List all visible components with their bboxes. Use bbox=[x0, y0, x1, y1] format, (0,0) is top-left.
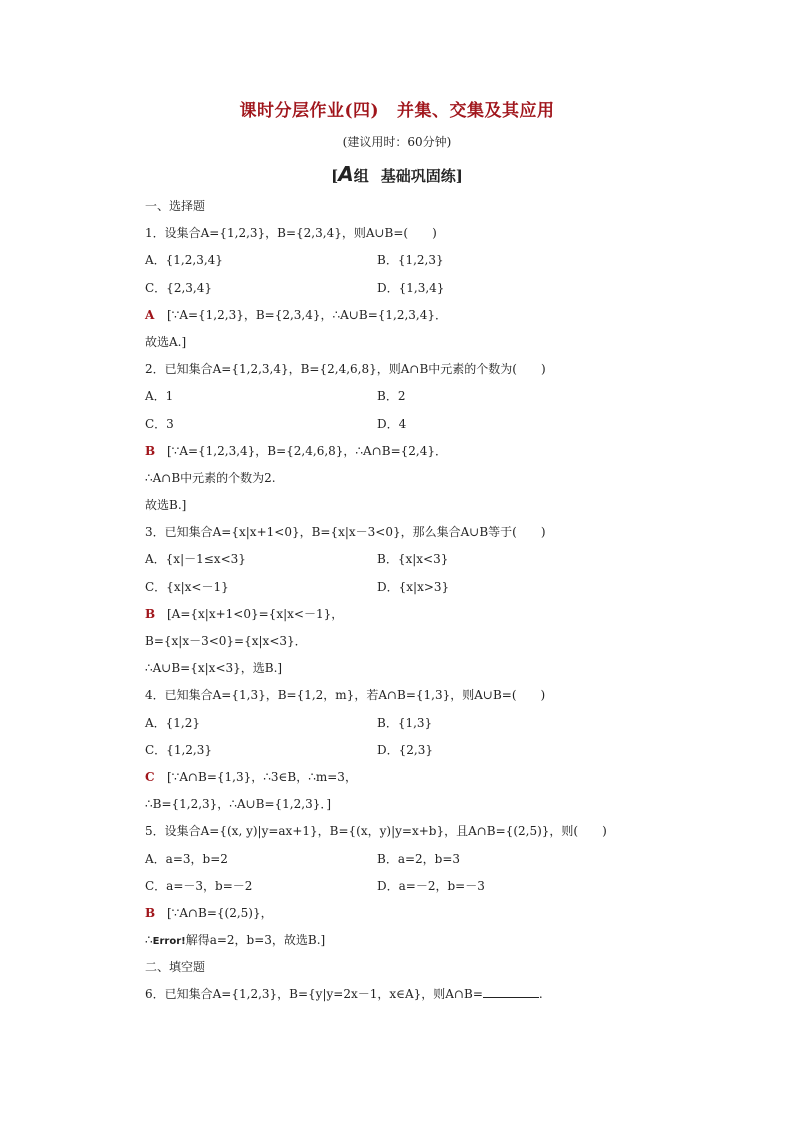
answer-letter: B bbox=[145, 443, 156, 458]
question-end: . bbox=[538, 987, 543, 1002]
group-name: 基础巩固练 bbox=[380, 167, 456, 185]
answer-text: [∵A={1,2,3}，B={2,3,4}，∴A∪B={1,2,3,4}． bbox=[167, 307, 447, 322]
option-left: A．1 bbox=[145, 389, 174, 404]
title-left: 课时分层作业(四) bbox=[239, 101, 380, 121]
line-text: 一、选择题 bbox=[145, 199, 206, 213]
therefore-symbol: ∴ bbox=[145, 933, 153, 948]
answer-text: [∵A={1,2,3,4}，B={2,4,6,8}，∴A∩B={2,4}． bbox=[167, 443, 447, 458]
line-text: 3．已知集合A={x|x+1<0}，B={x|x－3<0}，那么集合A∪B等于( ) bbox=[145, 525, 546, 540]
option-left: C．{2,3,4} bbox=[145, 280, 212, 295]
line-text: ∴A∪B={x|x<3}，选B.] bbox=[145, 661, 283, 676]
text-line bbox=[145, 193, 685, 220]
page-title bbox=[0, 96, 794, 121]
line-text: 4．已知集合A={1,3}，B={1,2，m}，若A∩B={1,3}，则A∪B=( ) bbox=[145, 688, 546, 703]
options-row bbox=[145, 710, 685, 737]
time-hint: (建议用时：60分钟) bbox=[342, 135, 452, 149]
option-left: C．a=－3，b=－2 bbox=[145, 878, 253, 893]
text-line bbox=[145, 220, 685, 247]
text-line bbox=[145, 682, 685, 709]
option-right: D．{2,3} bbox=[377, 742, 433, 757]
options-row bbox=[145, 737, 685, 764]
options-row bbox=[145, 546, 685, 573]
option-right: B．{x|x<3} bbox=[377, 552, 449, 567]
text-line bbox=[145, 492, 685, 519]
answer-line bbox=[145, 900, 685, 927]
options-row bbox=[145, 846, 685, 873]
text-line bbox=[145, 655, 685, 682]
option-left: C．{x|x<－1} bbox=[145, 579, 229, 594]
text-line bbox=[145, 329, 685, 356]
question-text: 6．已知集合A={1,2,3}，B={y|y=2x－1，x∈A}，则A∩B= bbox=[145, 987, 483, 1002]
line-text: ∴A∩B中元素的个数为2. bbox=[145, 470, 276, 485]
options-row bbox=[145, 411, 685, 438]
answer-line bbox=[145, 302, 685, 329]
bracket-left: [ bbox=[331, 167, 339, 185]
group-heading bbox=[0, 162, 794, 186]
answer-letter: B bbox=[145, 606, 156, 621]
text-line bbox=[145, 519, 685, 546]
text-line bbox=[145, 465, 685, 492]
line-text: 故选A.] bbox=[145, 334, 187, 349]
answer-text: [∵A∩B={1,3}，∴3∈B，∴m=3， bbox=[167, 769, 357, 784]
option-right: B．a=2，b=3 bbox=[377, 851, 461, 866]
line-text: B={x|x－3<0}={x|x<3}． bbox=[145, 634, 307, 648]
answer-text: [∵A∩B={(2,5)}， bbox=[167, 905, 273, 920]
options-row bbox=[145, 873, 685, 900]
option-right: D．{x|x>3} bbox=[377, 579, 450, 594]
answer-line bbox=[145, 764, 685, 791]
error-placeholder: Error! bbox=[152, 936, 186, 948]
title-right: 并集、交集及其应用 bbox=[397, 101, 555, 121]
options-row bbox=[145, 574, 685, 601]
text-line bbox=[145, 818, 685, 845]
option-left: C．{1,2,3} bbox=[145, 742, 212, 757]
options-row bbox=[145, 383, 685, 410]
option-left: A．a=3，b=2 bbox=[145, 851, 228, 866]
option-right: D．4 bbox=[377, 416, 407, 431]
option-right: B．{1,3} bbox=[377, 715, 433, 730]
answer-line bbox=[145, 601, 685, 628]
option-left: C．3 bbox=[145, 416, 174, 431]
option-right: D．{1,3,4} bbox=[377, 280, 445, 295]
line-text: ∴B={1,2,3}，∴A∪B={1,2,3}．] bbox=[145, 797, 332, 812]
text-line bbox=[145, 791, 685, 818]
group-suffix: 组 bbox=[353, 167, 369, 185]
question-list bbox=[145, 193, 685, 1009]
answer-text: [A={x|x+1<0}={x|x<－1}， bbox=[167, 606, 344, 621]
option-right: D．a=－2，b=－3 bbox=[377, 878, 485, 893]
line-text: 故选B.] bbox=[145, 498, 187, 513]
options-row bbox=[145, 275, 685, 302]
text-line bbox=[145, 628, 685, 655]
options-row bbox=[145, 247, 685, 274]
line-text: 5．设集合A={(x, y)|y=ax+1}，B={(x，y)|y=x+b}，且A∩B={(2,5)}，则( ) bbox=[145, 824, 607, 839]
option-left: A．{1,2,3,4} bbox=[145, 253, 223, 268]
bracket-right: ] bbox=[455, 167, 463, 185]
option-left: A．{x|－1≤x<3} bbox=[145, 552, 246, 567]
line-text: 二、填空题 bbox=[145, 960, 206, 975]
fill-blank-question bbox=[145, 981, 685, 1008]
option-right: B．2 bbox=[377, 389, 406, 404]
answer-letter: C bbox=[145, 769, 155, 784]
option-right: B．{1,2,3} bbox=[377, 253, 444, 268]
text-line bbox=[145, 356, 685, 383]
answer-line bbox=[145, 438, 685, 465]
solution-text: 解得a=2，b=3，故选B.] bbox=[185, 933, 326, 948]
option-left: A．{1,2} bbox=[145, 715, 201, 730]
line-text: 1．设集合A={1,2,3}，B={2,3,4}，则A∪B=( ) bbox=[145, 226, 437, 241]
answer-blank[interactable] bbox=[483, 987, 539, 998]
line-text: 2．已知集合A={1,2,3,4}，B={2,4,6,8}，则A∩B中元素的个数为( ) bbox=[145, 362, 546, 377]
group-letter: A bbox=[338, 162, 354, 186]
text-line bbox=[145, 954, 685, 981]
answer-letter: A bbox=[145, 307, 155, 322]
answer-letter: B bbox=[145, 905, 156, 920]
solution-line bbox=[145, 927, 685, 954]
